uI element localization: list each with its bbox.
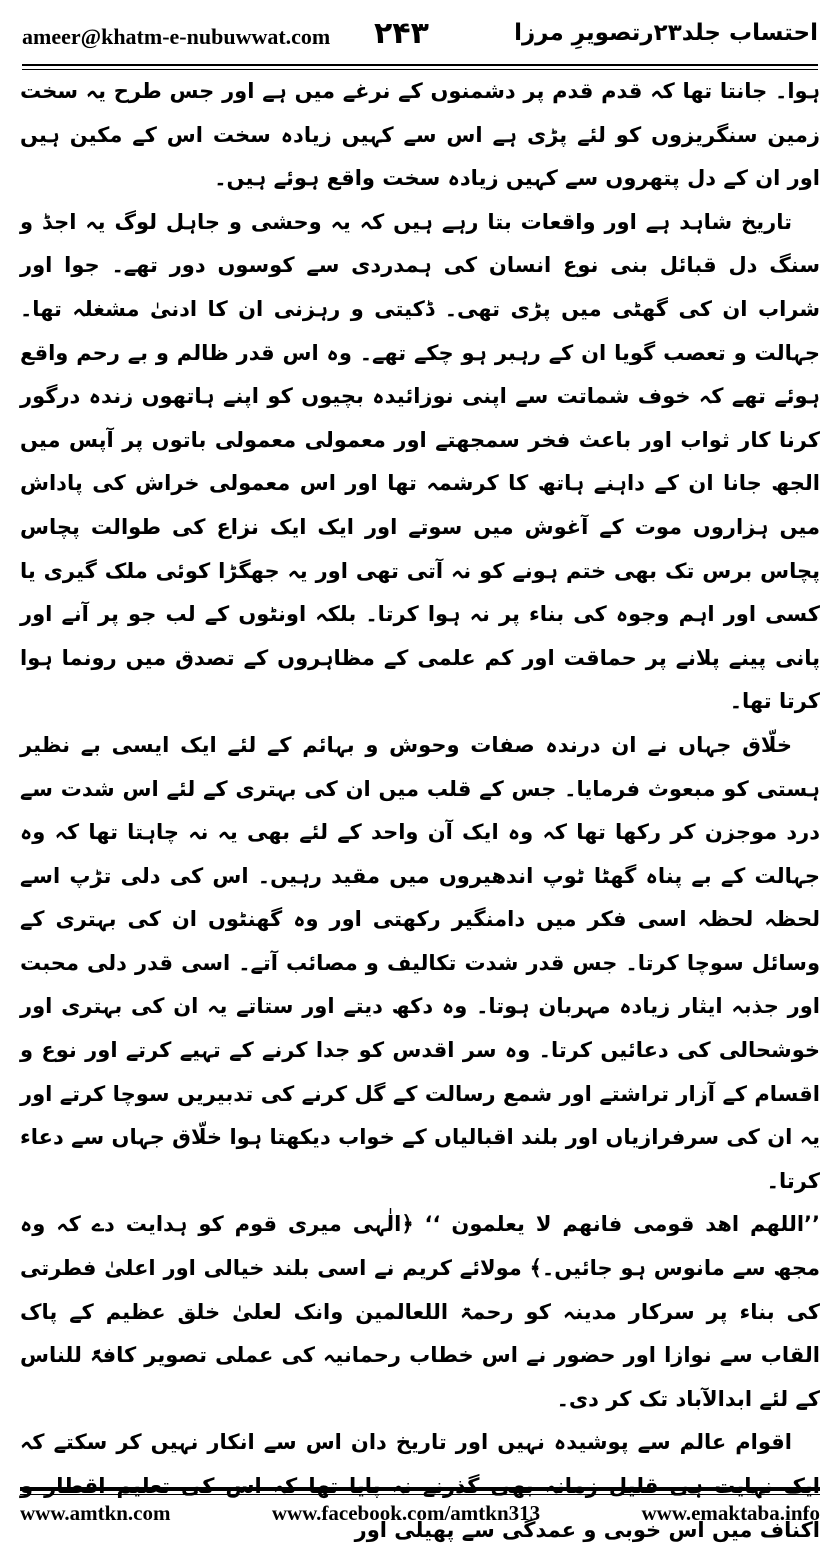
footer-link-amtkn[interactable]: www.amtkn.com <box>20 1500 171 1525</box>
page-number: ۲۴۳ <box>374 16 429 51</box>
page-footer <box>20 1496 820 1530</box>
paragraph: ہوا۔ جانتا تھا کہ قدم قدم پر دشمنوں کے نرغے میں ہے اور جس طرح یہ سخت زمین سنگریزوں کو لئے پڑی ہے اس سے کہیں زیادہ سخت اس کے مکین ہیں اور ان کے دل پتھروں سے کہیں زیادہ سخت واقع ہوئے ہیں۔ <box>20 79 820 191</box>
paragraph: خلّاق جہاں نے ان درندہ صفات وحوش و بہائم کے لئے ایک ایسی بے نظیر ہستی کو مبعوث فرمایا۔ جس کے قلب میں ان کی بہتری کے لئے اس شدت سے درد موجزن کر رکھا تھا کہ وہ ایک آن واحد کے لئے بھی یہ نہ چاہتا تھا کہ وہ جہالت کے بے پناہ گھٹا ٹوپ اندھیروں میں مقید رہیں۔ اس کی دلی تڑپ اسے لحظہ لحظہ اسی فکر میں دامنگیر رکھتی اور وہ گھنٹوں ان کی بہتری کے وسائل سوچا کرتا۔ جس قدر شدت تکالیف و مصائب آتے۔ اسی قدر دلی محبت اور جذبہ ایثار زیادہ مہربان ہوتا۔ وہ دکھ دیتے اور ستاتے یہ ان کی بہتری اور خوشحالی کی دعائیں کرتا۔ وہ سر اقدس کو جدا کرنے کے تہیے کرتے اور نوع و اقسام کے آزار تراشتے اور شمع رسالت کے گل کرنے کی تدبیریں سوچا کرتے اور یہ ان کی سرفرازیاں اور بلند اقبالیاں کے خواب دیکھتا ہوا خلّاق جہاں سے دعاء کرتا۔ <box>20 732 820 1193</box>
footer-rule <box>20 1487 820 1495</box>
footer-link-facebook[interactable]: www.facebook.com/amtkn313 <box>271 1500 541 1525</box>
page-header <box>22 14 818 62</box>
paragraph: اقوام عالم سے پوشیدہ نہیں اور تاریخ دان اس سے انکار نہیں کر سکتے کہ ایک نہایت ہی قلیل زمانہ بھی گذرنے نہ پایا تھا کہ اس کی تعلیم اقطار و اکناف میں اس خوبی و عمدگی سے پھیلی اور <box>20 1430 820 1542</box>
running-title: احتساب جلد۲۳رتصویرِ مرزا <box>514 20 818 46</box>
footer-link-emaktaba[interactable]: www.emaktaba.info <box>641 1500 820 1525</box>
paragraph: ’’اللھم اھد قومی فانھم لا یعلمون ‘‘ ﴿الٰہی میری قوم کو ہدایت دے کہ وہ مجھ سے مانوس ہو جائیں۔﴾ مولائے کریم نے اسی بلند خیالی اور اعلیٰ فطرتی کی بناء پر سرکار مدینہ کو رحمۃ اللعالمین وانک لعلیٰ خلق عظیم کے پاک القاب سے نوازا اور حضور نے اس خطاب رحمانیہ کی عملی تصویر کافۃً للناس کے لئے ابدالآباد تک کر دی۔ <box>20 1212 820 1411</box>
paragraph: تاریخ شاہد ہے اور واقعات بتا رہے ہیں کہ یہ وحشی و جاہل لوگ یہ اجڈ و سنگ دل قبائل بنی نوع انسان کی ہمدردی سے کوسوں دور تھے۔ جوا اور شراب ان کی گھٹی میں پڑی تھی۔ ڈکیتی و رہزنی ان کا ادنیٰ مشغلہ تھا۔ جہالت و تعصب گویا ان کے رہبر ہو چکے تھے۔ وہ اس قدر ظالم و بے رحم واقع ہوئے تھے کہ خوف شماتت سے اپنی نوزائیدہ بچیوں کو اپنے ہاتھوں زندہ درگور کرنا کار ثواب اور باعث فخر سمجھتے اور معمولی معمولی باتوں پر آپس میں الجھ جانا ان کے داہنے ہاتھ کا کرشمہ تھا اور اس معمولی خراش کی پاداش میں ہزاروں موت کے آغوش میں سوتے اور ایک ایک نزاع کی طوالت پچاس پچاس برس تک بھی ختم ہونے کو نہ آتی تھی اور یہ جھگڑا کوئی ملک گیری یا کسی اور اہم وجوہ کی بناء پر نہ ہوا کرتا۔ بلکہ اونٹوں کے لب جو پر آنے اور پانی پینے پلانے پر حماقت اور کم علمی کے مظاہروں کے تصدق میں رونما ہوا کرتا تھا۔ <box>20 209 820 714</box>
header-email[interactable]: ameer@khatm-e-nubuwwat.com <box>22 24 331 49</box>
